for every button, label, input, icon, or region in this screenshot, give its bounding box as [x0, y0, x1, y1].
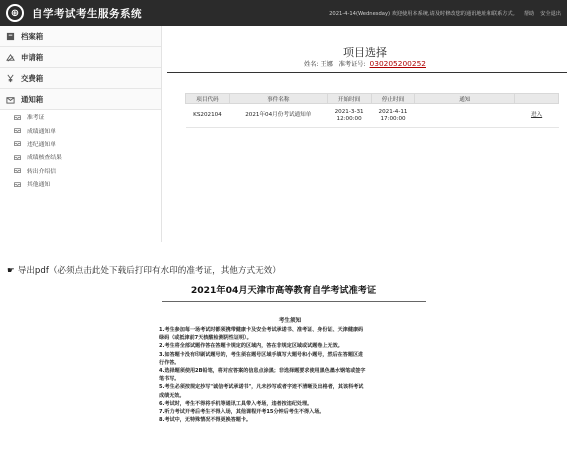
- sidebar-subitem-label: 转出介绍信: [27, 168, 56, 175]
- rule-line: 5.考生必须按规定抄写"诚信考试承诺书"，凡未抄写或者字迹不清晰及出格者，其该科考试: [159, 384, 364, 391]
- sidebar-item-payment[interactable]: [0, 68, 161, 89]
- column-header: 停止时间: [371, 94, 415, 104]
- rule-line: 7.听力考试开考后考生不得入场，其他课程开考15分钟后考生不得入场。: [159, 409, 325, 416]
- ticket-title: 2021年04月天津市高等教育自学考试准考证: [190, 285, 377, 296]
- sidebar-item-label: 通知箱: [21, 94, 44, 104]
- sidebar-subitem-label: 准考证: [27, 115, 45, 122]
- sidebar-item-label: 申请箱: [21, 52, 44, 62]
- tray-icon: [14, 167, 21, 173]
- ticket-label: 准考证号:: [338, 61, 366, 68]
- tray-icon: [14, 114, 21, 120]
- table-row: [186, 104, 559, 128]
- tray-icon: [14, 127, 21, 133]
- apply-icon: [6, 53, 15, 62]
- sidebar-subitem-label: 成绩通知单: [27, 128, 56, 135]
- exam-rules: [159, 316, 421, 424]
- candidate-info: [163, 59, 567, 68]
- notice-cell: [415, 104, 515, 128]
- main-panel: [163, 26, 567, 242]
- column-header: 开始时间: [327, 94, 371, 104]
- welcome-notice: 2021-4-14(Wednesday) 欢迎使用本系统,请及时修改您的通讯地址和联系方式。: [329, 10, 518, 17]
- rule-line: 3.如答题卡没有印刷试题号的，考生须在题号区域手填写大题号和小题号，然后在答题区进: [159, 351, 364, 358]
- sidebar-subitem-label: 成绩核查结果: [27, 155, 62, 162]
- export-pdf-text: 导出pdf（必须点击此处下载后打印有水印的准考证，其他方式无效）: [17, 266, 281, 276]
- column-header: 事件名称: [229, 94, 327, 104]
- top-header: [0, 0, 567, 26]
- rules-title: 考生须知: [278, 318, 302, 324]
- sidebar-subitem-transfer-letter[interactable]: [0, 164, 161, 177]
- sidebar-subitem-label: 其他通知: [27, 182, 51, 189]
- start-time: [327, 104, 371, 128]
- sidebar-item-archive[interactable]: [0, 26, 161, 47]
- rule-line: 1.考生参加每一场考试时都须携带健康卡及安全考试承诺书、准考证、身份证、天津健康码: [159, 327, 364, 333]
- ticket-number: 030205200252: [369, 59, 426, 68]
- app-title: 自学考试考生服务系统: [32, 7, 142, 20]
- sidebar-subitem-admission-ticket[interactable]: [0, 110, 161, 123]
- end-time: [371, 104, 415, 128]
- enter-link[interactable]: 进入: [530, 112, 543, 118]
- hand-pointer-icon: ☛: [7, 266, 15, 276]
- sidebar-item-notices[interactable]: [0, 89, 161, 110]
- help-link[interactable]: 帮助: [523, 10, 535, 17]
- column-header: 通知: [415, 94, 515, 104]
- sidebar-item-label: 档案箱: [21, 31, 44, 41]
- sidebar-subitem-label: 违纪通知单: [27, 141, 56, 148]
- rule-line: 6.考试时，考生不得将手机等通讯工具带入考场，违者按违纪处理。: [159, 400, 313, 407]
- archive-icon: [6, 32, 15, 41]
- end-date-text: 2021-4-11: [378, 108, 408, 115]
- name-value: 王娜: [320, 61, 333, 68]
- project-code: KS202104: [186, 104, 230, 128]
- name-label: 姓名:: [304, 61, 319, 68]
- project-table: [185, 93, 559, 128]
- action-cell: [515, 104, 559, 128]
- tray-icon: [14, 181, 21, 187]
- rule-line: 成绩无效。: [159, 392, 185, 399]
- rule-line: 行作答。: [159, 359, 180, 366]
- tray-icon: [14, 154, 21, 160]
- sidebar-subitem-score-notice[interactable]: [0, 123, 161, 136]
- logout-link[interactable]: 安全退出: [540, 10, 561, 17]
- event-name: 2021年04月份考试通知单: [229, 104, 327, 128]
- rule-line: 2.考生将全部试题作答在答题卡规定的区域内，答在非规定区域或试题卷上无效。: [159, 343, 343, 350]
- sidebar-subitem-violation-notice[interactable]: [0, 137, 161, 150]
- rule-line: 笔书写。: [159, 376, 180, 383]
- rule-line: 4.选择题须使用2B铅笔，将对应答案的信息点涂黑；非选择题要求使用黑色墨水钢笔或签字: [159, 368, 366, 375]
- tray-icon: [14, 140, 21, 146]
- column-header: [515, 94, 559, 104]
- divider: [167, 72, 567, 73]
- sidebar-subitem-other-notices[interactable]: [0, 177, 161, 190]
- app-logo: ⊕: [6, 4, 24, 22]
- sidebar-item-apply[interactable]: [0, 47, 161, 68]
- sidebar: [0, 26, 162, 242]
- header-right: [323, 10, 567, 17]
- table-header-row: [186, 94, 559, 104]
- rule-line: 8.考试中，无特殊情况不得更换答题卡。: [159, 417, 252, 424]
- export-pdf-link[interactable]: [7, 264, 281, 276]
- start-time-text: 12:00:00: [336, 115, 362, 122]
- column-header: 项目代码: [186, 94, 230, 104]
- yen-icon: [6, 74, 15, 83]
- rule-line: 绿码（或抵津前7天核酸检测阴性证明）。: [159, 335, 252, 342]
- end-time-text: 17:00:00: [380, 115, 406, 122]
- ticket-divider: [162, 301, 426, 302]
- inbox-icon: [6, 95, 15, 104]
- sidebar-item-label: 交费箱: [21, 73, 44, 83]
- start-date-text: 2021-3-31: [334, 108, 364, 115]
- page-title: 项目选择: [343, 46, 387, 59]
- sidebar-subitem-score-review[interactable]: [0, 150, 161, 163]
